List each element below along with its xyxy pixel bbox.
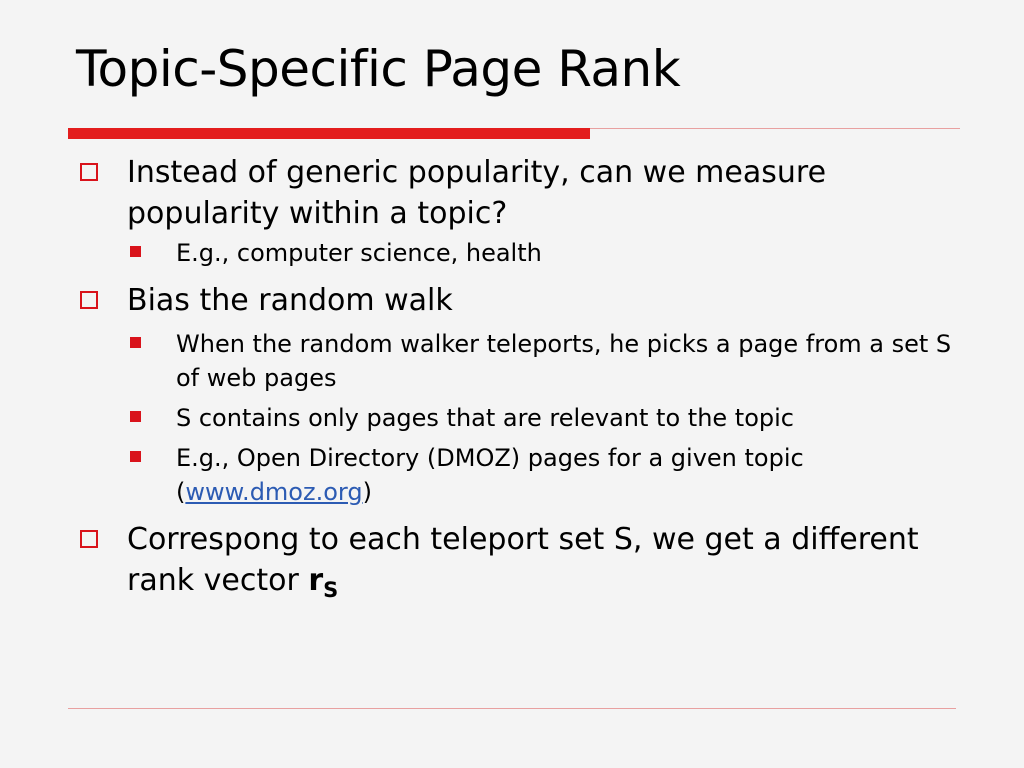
filled-square-icon: [130, 451, 141, 462]
hollow-square-icon: [80, 530, 98, 548]
bullet-text-main: Correspong to each teleport set S, we get a different rank vector: [127, 522, 919, 598]
filled-square-icon: [130, 337, 141, 348]
bullet-item: [76, 280, 956, 321]
sub-bullet-item: [76, 327, 956, 395]
sub-bullet-text: [176, 444, 804, 506]
title-divider-line: [590, 128, 960, 129]
rank-vector-subscript: S: [323, 578, 339, 602]
hollow-square-icon: [80, 163, 98, 181]
sub-bullet-text: E.g., computer science, health: [176, 239, 542, 267]
filled-square-icon: [130, 411, 141, 422]
sub-bullet-text-before: E.g., Open Directory (DMOZ) pages for a given topic (: [176, 444, 804, 506]
sub-bullet-item: [76, 236, 956, 270]
sub-bullet-text-after: ): [362, 478, 372, 506]
bullet-list: [76, 152, 956, 601]
rank-vector-symbol: r: [308, 563, 324, 598]
bullet-text: Instead of generic popularity, can we measure popularity within a topic?: [127, 155, 827, 231]
dmoz-link[interactable]: www.dmoz.org: [185, 478, 363, 506]
footer-divider-line: [68, 708, 956, 709]
filled-square-icon: [130, 246, 141, 257]
bullet-text: Bias the random walk: [127, 283, 453, 318]
bullet-item: [76, 519, 956, 601]
title-accent-bar: [68, 128, 590, 139]
bullet-item: [76, 152, 956, 234]
hollow-square-icon: [80, 291, 98, 309]
sub-bullet-item: [76, 401, 956, 435]
sub-bullet-text: S contains only pages that are relevant to the topic: [176, 404, 794, 432]
slide-title: Topic-Specific Page Rank: [76, 40, 681, 98]
bullet-text: [127, 522, 919, 602]
sub-bullet-item: [76, 441, 956, 509]
sub-bullet-text: When the random walker teleports, he picks a page from a set S of web pages: [176, 330, 952, 392]
